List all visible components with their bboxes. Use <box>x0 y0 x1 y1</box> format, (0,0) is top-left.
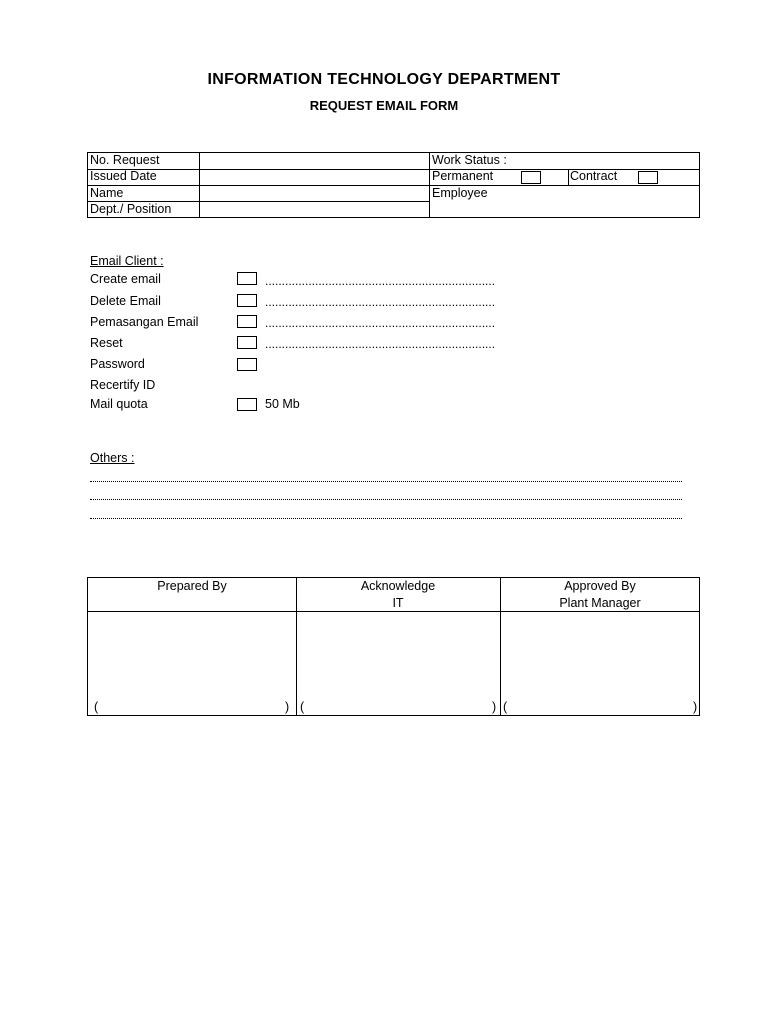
permanent-label: Permanent <box>432 169 494 183</box>
create-email-dots: ..................................................................... <box>265 274 496 288</box>
pemasangan-email-dots: ..................................................................... <box>265 316 496 330</box>
acknowledge-heading: Acknowledge <box>360 579 436 593</box>
info-table-divider <box>568 169 569 186</box>
others-line[interactable] <box>90 518 682 519</box>
acknowledge-open-paren: ( <box>300 700 305 714</box>
delete-email-dots: ..................................................................... <box>265 295 496 309</box>
others-line[interactable] <box>90 499 682 500</box>
work-status-label: Work Status : <box>432 153 507 167</box>
others-heading: Others : <box>90 451 135 465</box>
mail-quota-value: 50 Mb <box>265 397 300 411</box>
delete-email-label: Delete Email <box>90 294 161 308</box>
dept-position-field[interactable] <box>200 202 428 217</box>
mail-quota-label: Mail quota <box>90 397 148 411</box>
prepared-by-open-paren: ( <box>94 700 99 714</box>
name-field[interactable] <box>200 186 428 201</box>
create-email-label: Create email <box>90 272 161 286</box>
contract-label: Contract <box>570 169 618 183</box>
approved-by-close-paren: ) <box>693 700 698 714</box>
reset-label: Reset <box>90 336 123 350</box>
approved-by-signature-area[interactable] <box>501 612 699 715</box>
dept-position-label: Dept./ Position <box>90 202 172 216</box>
prepared-by-heading: Prepared By <box>157 579 227 593</box>
acknowledge-close-paren: ) <box>492 700 497 714</box>
reset-dots: ..................................................................... <box>265 337 496 351</box>
contract-checkbox[interactable] <box>638 171 658 184</box>
request-info-table <box>87 152 700 218</box>
permanent-checkbox[interactable] <box>521 171 541 184</box>
issued-date-label: Issued Date <box>90 169 157 183</box>
delete-email-checkbox[interactable] <box>237 294 257 307</box>
mail-quota-checkbox[interactable] <box>237 398 257 411</box>
recertify-id-label: Recertify ID <box>90 378 156 392</box>
prepared-by-close-paren: ) <box>285 700 290 714</box>
approved-by-open-paren: ( <box>503 700 508 714</box>
password-checkbox[interactable] <box>237 358 257 371</box>
acknowledge-signature-area[interactable] <box>297 612 499 715</box>
no-request-label: No. Request <box>90 153 160 167</box>
create-email-checkbox[interactable] <box>237 272 257 285</box>
pemasangan-email-label: Pemasangan Email <box>90 315 199 329</box>
employee-label: Employee <box>432 186 488 200</box>
prepared-by-signature-area[interactable] <box>89 612 295 715</box>
acknowledge-subheading: IT <box>392 596 404 610</box>
approved-by-subheading: Plant Manager <box>559 596 641 610</box>
pemasangan-email-checkbox[interactable] <box>237 315 257 328</box>
approved-by-heading: Approved By <box>564 579 636 593</box>
password-label: Password <box>90 357 145 371</box>
form-title: REQUEST EMAIL FORM <box>309 98 459 113</box>
name-label: Name <box>90 186 124 200</box>
signature-table <box>87 577 700 716</box>
no-request-field[interactable] <box>200 153 428 169</box>
others-line[interactable] <box>90 481 682 482</box>
reset-checkbox[interactable] <box>237 336 257 349</box>
department-title: INFORMATION TECHNOLOGY DEPARTMENT <box>207 71 561 88</box>
issued-date-field[interactable] <box>200 170 428 185</box>
email-client-heading: Email Client : <box>90 254 164 268</box>
